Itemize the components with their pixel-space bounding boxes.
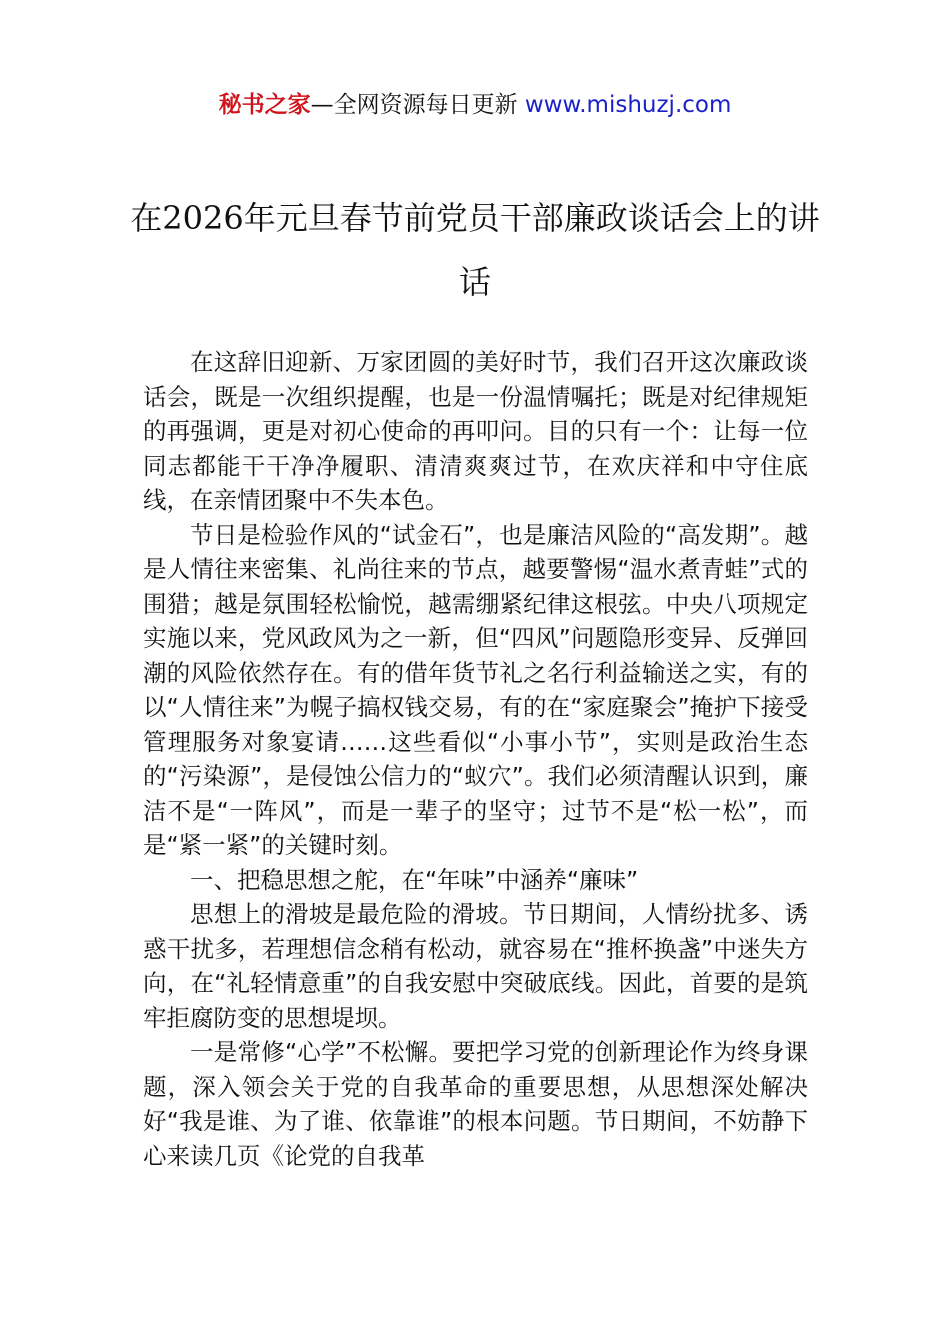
paragraph-intro: 在这辞旧迎新、万家团圆的美好时节，我们召开这次廉政谈话会，既是一次组织提醒，也是一份温情嘱托；既是对纪律规矩的再强调，更是对初心使命的再叩问。目的只有一个：让每一位同志都能干干净净履职、清清爽爽过节，在欢庆祥和中守住底线，在亲情团聚中不失本色。 [143,348,808,514]
site-header [0,88,950,122]
site-brand: 秘书之家 [218,92,311,118]
section-heading-1: 一、把稳思想之舵，在“年味”中涵养“廉味” [190,865,639,894]
site-tagline: —全网资源每日更新 [310,92,518,118]
paragraph-study: 一是常修“心学”不松懈。要把学习党的创新理论作为终身课题，深入领会关于党的自我革命的重要思想，从思想深处解决好“我是谁、为了谁、依靠谁”的根本问题。节日期间，不妨静下心来读几页《论党的自我革 [143,1038,808,1170]
site-url-link[interactable]: www.mishuzj.com [524,92,732,118]
document-title: 在2026年元旦春节前党员干部廉政谈话会上的讲话 [130,199,820,301]
paragraph-festival-risk: 节日是检验作风的“试金石”，也是廉洁风险的“高发期”。越是人情往来密集、礼尚往来的节点，越要警惕“温水煮青蛙”式的围猎；越是氛围轻松愉悦，越需绷紧纪律这根弦。中央八项规定实施以来，党风政风为之一新，但“四风”问题隐形变异、反弹回潮的风险依然存在。有的借年货节礼之名行利益输送之实，有的以“人情往来”为幌子搞权钱交易，有的在“家庭聚会”掩护下接受管理服务对象宴请……这些看似“小事小节”，实则是政治生态的“污染源”，是侵蚀公信力的“蚁穴”。我们必须清醒认识到，廉洁不是“一阵风”，而是一辈子的坚守；过节不是“松一松”，而是“紧一紧”的关键时刻。 [143,520,808,859]
paragraph-thinking: 思想上的滑坡是最危险的滑坡。节日期间，人情纷扰多、诱惑干扰多，若理想信念稍有松动，就容易在“推杯换盏”中迷失方向，在“礼轻情意重”的自我安慰中突破底线。因此，首要的是筑牢拒腐防变的思想堤坝。 [143,900,808,1032]
document-body [143,345,808,1173]
